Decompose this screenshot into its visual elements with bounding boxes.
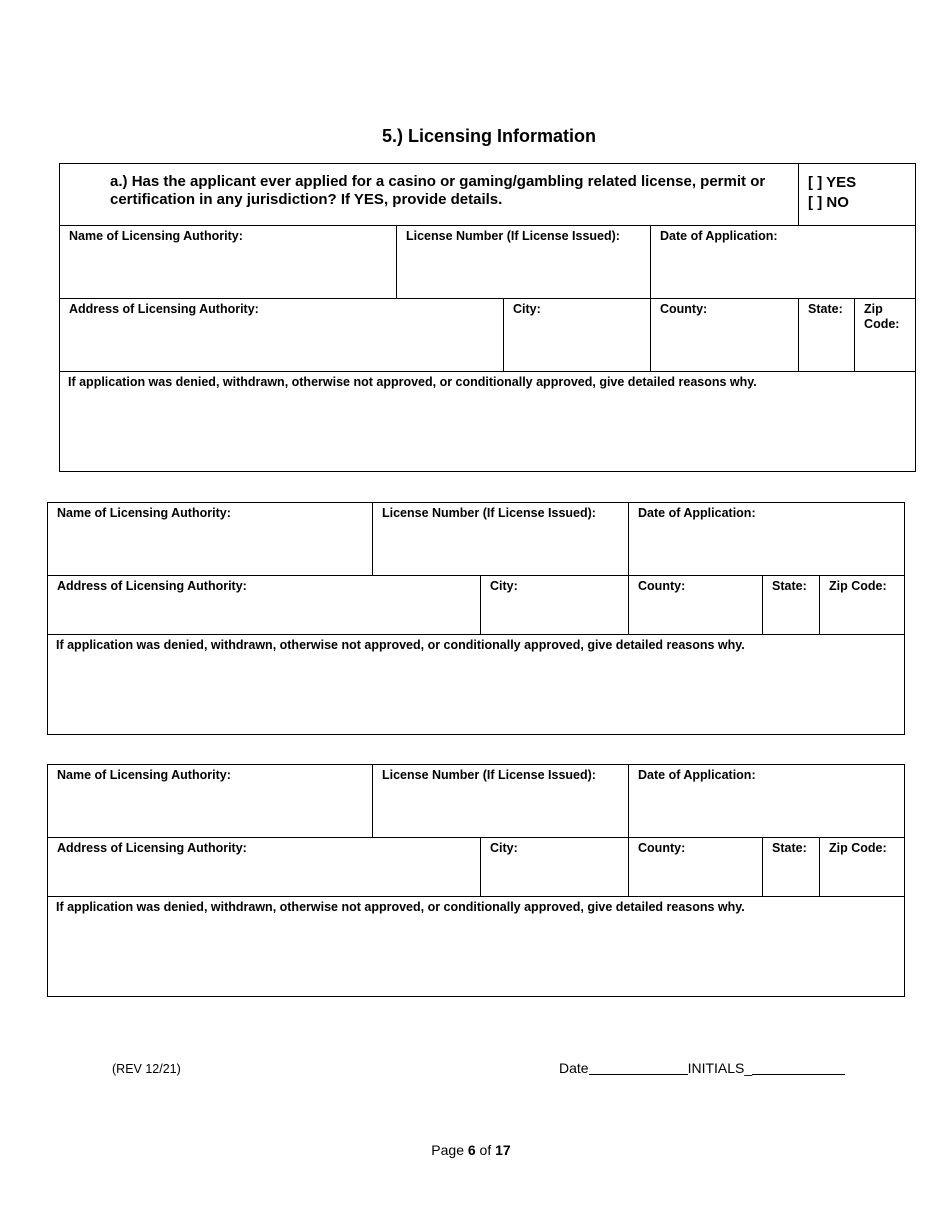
name-of-authority-field[interactable]: Name of Licensing Authority:: [60, 226, 397, 299]
yes-no-cell: [799, 164, 916, 226]
page-title: 5.) Licensing Information: [381, 126, 596, 146]
page-of: of: [475, 1142, 496, 1158]
address-field[interactable]: Address of Licensing Authority:: [48, 838, 481, 897]
county-field[interactable]: County:: [629, 576, 763, 635]
date-label: Date: [559, 1060, 589, 1076]
city-field[interactable]: City:: [481, 576, 629, 635]
state-field[interactable]: State:: [799, 299, 855, 372]
license-number-field[interactable]: License Number (If License Issued):: [373, 765, 629, 838]
no-checkbox[interactable]: [ ] NO: [808, 194, 849, 211]
address-field[interactable]: Address of Licensing Authority:: [48, 576, 481, 635]
name-of-authority-field[interactable]: Name of Licensing Authority:: [48, 765, 373, 838]
zip-code-field[interactable]: Zip Code:: [820, 838, 905, 897]
zip-code-field[interactable]: Zip Code:: [855, 299, 916, 372]
initials-label: INITIALS_: [687, 1060, 753, 1076]
licensing-block-3: [47, 764, 905, 997]
license-number-field[interactable]: License Number (If License Issued):: [373, 503, 629, 576]
question-text: Has the applicant ever applied for a casino or gaming/gambling related license, permit or certification in any jurisdiction? If YES, provide details.: [110, 173, 766, 208]
license-number-field[interactable]: License Number (If License Issued):: [397, 226, 651, 299]
reasons-field[interactable]: If application was denied, withdrawn, otherwise not approved, or conditionally approved, give detailed reasons why.: [48, 897, 905, 997]
reasons-field[interactable]: If application was denied, withdrawn, otherwise not approved, or conditionally approved, give detailed reasons why.: [60, 372, 916, 472]
licensing-block-2: [47, 502, 905, 735]
initials-blank[interactable]: [752, 1060, 845, 1075]
date-of-application-field[interactable]: Date of Application:: [651, 226, 916, 299]
question-cell: [60, 164, 799, 226]
county-field[interactable]: County:: [629, 838, 763, 897]
page-number: [0, 1142, 942, 1158]
name-of-authority-field[interactable]: Name of Licensing Authority:: [48, 503, 373, 576]
zip-code-field[interactable]: Zip Code:: [820, 576, 905, 635]
page-total: 17: [495, 1142, 511, 1158]
date-initials-line: [559, 1060, 845, 1076]
date-blank[interactable]: [589, 1060, 688, 1075]
yes-checkbox[interactable]: [ ] YES: [808, 174, 857, 191]
date-of-application-field[interactable]: Date of Application:: [629, 503, 905, 576]
county-field[interactable]: County:: [651, 299, 799, 372]
city-field[interactable]: City:: [481, 838, 629, 897]
licensing-block-1: [59, 163, 916, 472]
address-field[interactable]: Address of Licensing Authority:: [60, 299, 504, 372]
date-of-application-field[interactable]: Date of Application:: [629, 765, 905, 838]
page-prefix: Page: [431, 1142, 468, 1158]
state-field[interactable]: State:: [763, 838, 820, 897]
page-current: 6: [467, 1142, 476, 1158]
revision-label: (REV 12/21): [112, 1062, 181, 1076]
city-field[interactable]: City:: [504, 299, 651, 372]
question-label: a.): [110, 173, 128, 190]
state-field[interactable]: State:: [763, 576, 820, 635]
reasons-field[interactable]: If application was denied, withdrawn, otherwise not approved, or conditionally approved, give detailed reasons why.: [48, 635, 905, 735]
